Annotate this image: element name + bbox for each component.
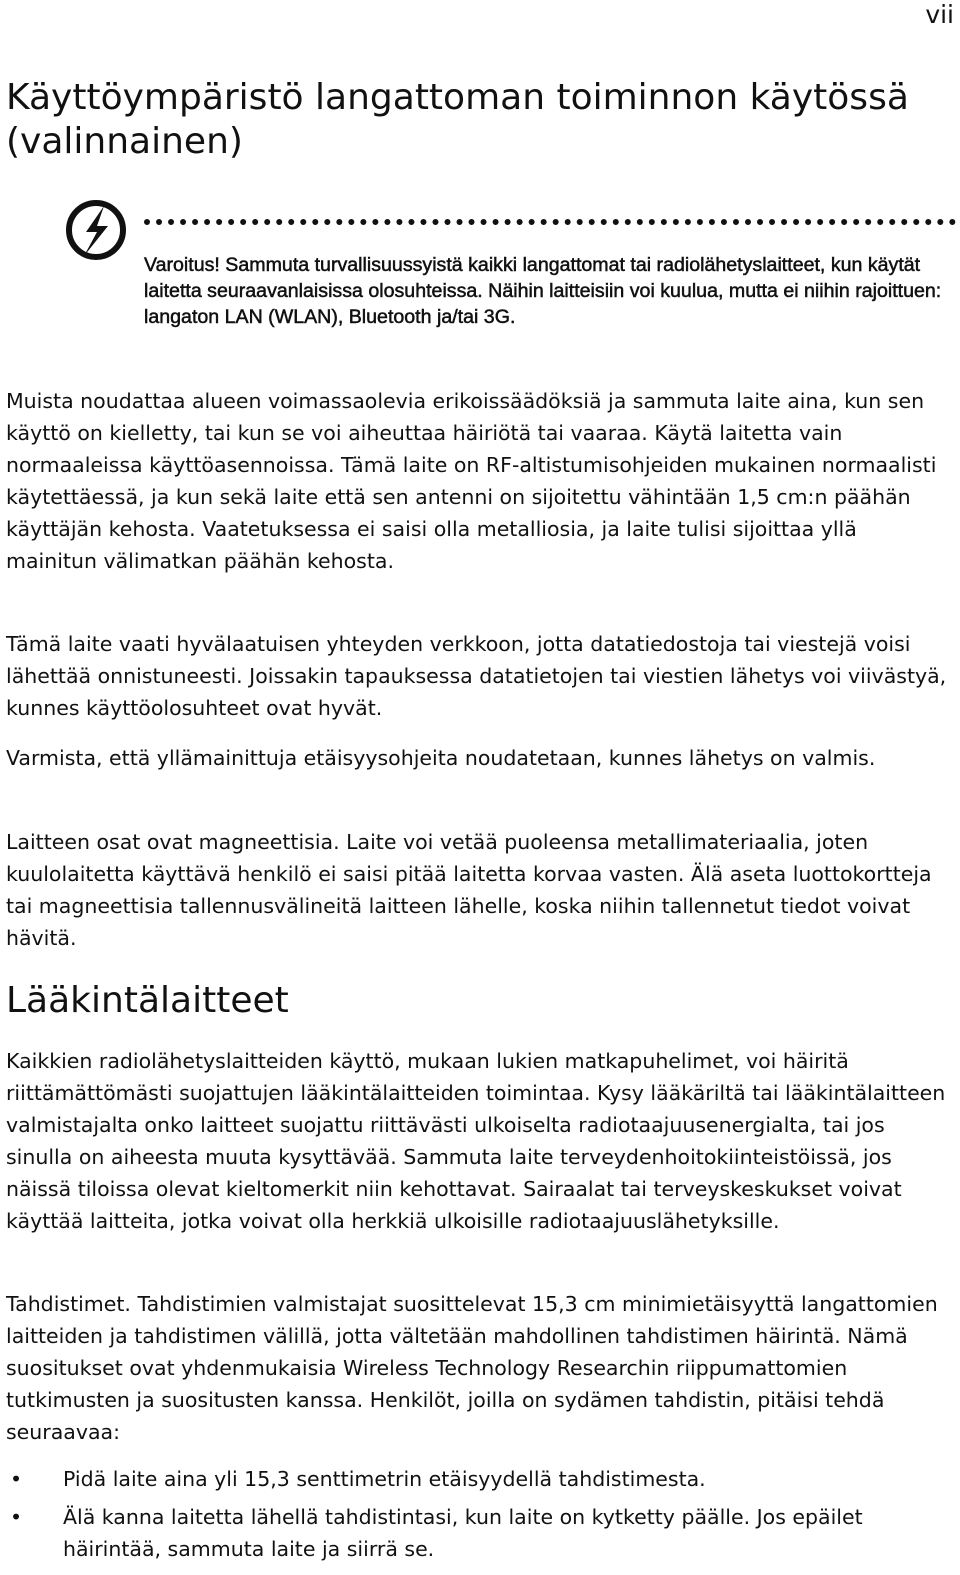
list-item <box>6 1463 951 1495</box>
warning-divider <box>144 219 956 225</box>
lightning-warning-icon <box>64 198 128 262</box>
subsection-title: Lääkintälaitteet <box>6 980 289 1021</box>
page-number: vii <box>925 0 954 29</box>
list-item-text: Pidä laite aina yli 15,3 senttimetrin etäisyydellä tahdistimesta. <box>63 1467 706 1491</box>
paragraph-network: Tämä laite vaati hyvälaatuisen yhteyden verkkoon, jotta datatiedostoja tai viestejä voisi lähettää onnistuneesti. Joissakin tapauksessa datatietojen tai viestien lähetys voi viivästyä, kunnes käyttöolosuhteet ovat hyvät. <box>6 632 947 720</box>
list-item-text: Älä kanna laitetta lähellä tahdistintasi, kun laite on kytketty päälle. Jos epäilet häirintää, sammuta laite ja siirrä se. <box>63 1505 863 1561</box>
paragraph-distance: Varmista, että yllämainittuja etäisyysohjeita noudatetaan, kunnes lähetys on valmis. <box>6 746 876 770</box>
paragraph-magnetic: Laitteen osat ovat magneettisia. Laite voi vetää puoleensa metallimateriaalia, joten kuulolaitetta käyttävä henkilö ei saisi pitää laitetta korvaa vasten. Älä aseta luottokortteja tai magneettisia tallennusvälineitä laitteen lähelle, koska niihin tallennetut tiedot voivat hävitä. <box>6 830 932 950</box>
paragraph-intro: Muista noudattaa alueen voimassaolevia erikoissäädöksiä ja sammuta laite aina, kun sen käyttö on kielletty, tai kun se voi aiheuttaa häiriötä tai vaaraa. Käytä laitetta vain normaaleissa käyttöasennoissa. Tämä laite on RF-altistumisohjeiden mukainen normaalisti käytettäessä, ja kun sekä laite että sen antenni on sijoitettu vähintään 1,5 cm:n päähän käyttäjän kehosta. Vaatetuksessa ei saisi olla metalliosia, ja laite tulisi sijoittaa yllä mainitun välimatkan päähän kehosta. <box>6 389 937 573</box>
pacemaker-bullet-list <box>6 1463 951 1571</box>
bullet-dot: • <box>10 1505 23 1529</box>
warning-text: Varoitus! Sammuta turvallisuussyistä kaikki langattomat tai radiolähetyslaitteet, kun käytät laitetta seuraavanlaisissa olosuhteissa. Näihin laitteisiin voi kuulua, mutta ei niihin rajoittuen: langaton LAN (WLAN), Bluetooth ja/tai 3G. <box>144 254 942 328</box>
section-title: Käyttöympäristö langattoman toiminnon käytössä (valinnainen) <box>6 77 909 162</box>
paragraph-pacemakers: Tahdistimet. Tahdistimien valmistajat suosittelevat 15,3 cm minimietäisyyttä langattomien laitteiden ja tahdistimen välillä, jotta vältetään mahdollinen tahdistimen häirintä. Nämä suositukset ovat yhdenmukaisia Wireless Technology Researchin riippumattomien tutkimusten ja suositusten kanssa. Henkilöt, joilla on sydämen tahdistin, pitäisi tehdä seuraavaa: <box>6 1292 938 1444</box>
list-item <box>6 1501 951 1565</box>
bullet-dot: • <box>10 1467 23 1491</box>
paragraph-medical: Kaikkien radiolähetyslaitteiden käyttö, mukaan lukien matkapuhelimet, voi häiritä riittämättömästi suojattujen lääkintälaitteiden toimintaa. Kysy lääkäriltä tai lääkintälaitteen valmistajalta onko laitteet suojattu riittävästi ulkoiselta radiotaajuusenergialta, tai jos sinulla on aiheesta muuta kysyttävää. Sammuta laite terveydenhoitokiinteistöissä, jos näissä tiloissa olevat kieltomerkit niin kehottavat. Sairaalat tai terveyskeskukset voivat käyttää laitteita, jotka voivat olla herkkiä ulkoisille radiotaajuuslähetyksille. <box>6 1049 946 1233</box>
